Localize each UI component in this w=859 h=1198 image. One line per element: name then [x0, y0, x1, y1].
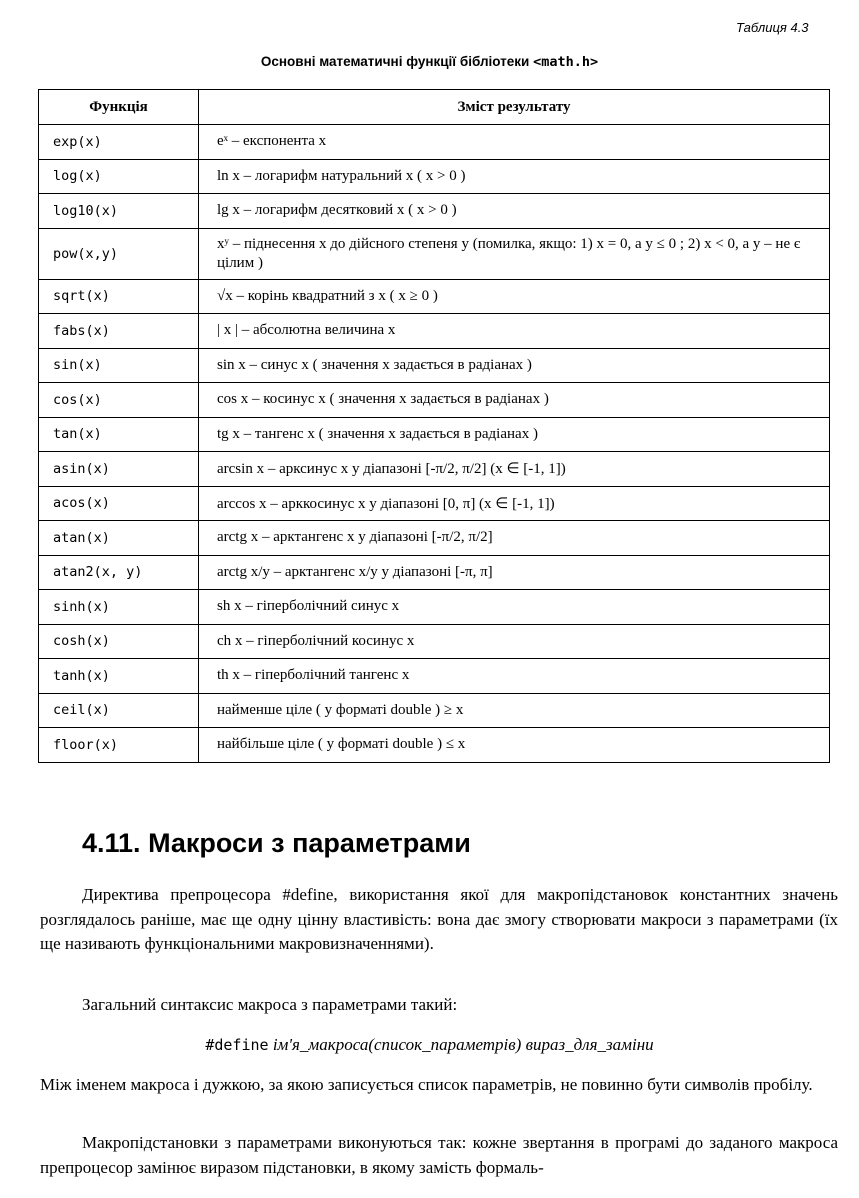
function-name: fabs(x): [39, 314, 199, 349]
table-row: [39, 194, 830, 229]
table-row: [39, 590, 830, 625]
table-header-row: [39, 90, 830, 125]
paragraph-no-space-rule: Між іменем макроса і дужкою, за якою записується список параметрів, не повинно бути символів пробілу.: [40, 1075, 813, 1094]
table-row: [39, 693, 830, 728]
column-header-result: Зміст результату: [199, 90, 830, 125]
table-row: [39, 624, 830, 659]
table-row: [39, 348, 830, 383]
table-row: [39, 728, 830, 763]
column-header-function: Функція: [39, 90, 199, 125]
function-description: ln x – логарифм натуральний x ( x > 0 ): [199, 159, 830, 194]
math-functions-table: [38, 89, 830, 763]
function-description: tg x – тангенс x ( значення x задається в радіанах ): [199, 417, 830, 452]
table-row: [39, 159, 830, 194]
function-description: √x – корінь квадратний з x ( x ≥ 0 ): [199, 279, 830, 314]
function-name: log(x): [39, 159, 199, 194]
function-name: cosh(x): [39, 624, 199, 659]
table-row: [39, 452, 830, 487]
function-description: arcsin x – арксинус x у діапазоні [-π/2, π/2] (x ∈ [-1, 1]): [199, 452, 830, 487]
function-name: log10(x): [39, 194, 199, 229]
function-name: sinh(x): [39, 590, 199, 625]
table-row: [39, 279, 830, 314]
function-name: ceil(x): [39, 693, 199, 728]
function-name: atan2(x, y): [39, 555, 199, 590]
define-keyword: #define: [205, 1036, 269, 1054]
table-row: [39, 383, 830, 418]
function-description: ch x – гіперболічний косинус x: [199, 624, 830, 659]
function-description: arctg x/y – арктангенс x/y у діапазоні [-π, π]: [199, 555, 830, 590]
function-name: tanh(x): [39, 659, 199, 694]
function-name: exp(x): [39, 125, 199, 160]
function-name: acos(x): [39, 486, 199, 521]
table-row: [39, 555, 830, 590]
function-description: cos x – косинус x ( значення x задається в радіанах ): [199, 383, 830, 418]
paragraph-substitution: Макропідстановки з параметрами виконуються так: кожне звертання в програмі до заданого макроса препроцесор замінює виразом підстановки, в якому замість формаль-: [40, 1133, 838, 1177]
paragraph-define-intro: Директива препроцесора #define, використання якої для макропідстановок константних значень розглядалось раніше, має ще одну цінну властивість: вона дає змогу створювати макроси з параметрами (їх ще називають функціональними макровизначеннями).: [40, 885, 838, 953]
function-description: sh x – гіперболічний синус x: [199, 590, 830, 625]
function-description: xʸ – піднесення x до дійсного степеня y (помилка, якщо: 1) x = 0, a y ≤ 0 ; 2) x < 0, a y – не є цілим ): [199, 228, 830, 279]
function-description: найбільше ціле ( у форматі double ) ≤ x: [199, 728, 830, 763]
table-title-text: Основні математичні функції бібліотеки: [260, 54, 534, 69]
function-name: cos(x): [39, 383, 199, 418]
function-description: lg x – логарифм десятковий x ( x > 0 ): [199, 194, 830, 229]
table-row: [39, 417, 830, 452]
function-name: sqrt(x): [39, 279, 199, 314]
function-description: th x – гіперболічний тангенс x: [199, 659, 830, 694]
paragraph-syntax-intro: Загальний синтаксис макроса з параметрами такий:: [82, 995, 458, 1014]
function-description: | x | – абсолютна величина x: [199, 314, 830, 349]
table-row: [39, 314, 830, 349]
table-title-code: <math.h>: [533, 54, 599, 70]
table-row: [39, 521, 830, 556]
table-title: [0, 54, 859, 70]
function-name: pow(x,y): [39, 228, 199, 279]
function-name: atan(x): [39, 521, 199, 556]
table-row: [39, 486, 830, 521]
function-description: arccos x – арккосинус x у діапазоні [0, π] (x ∈ [-1, 1]): [199, 486, 830, 521]
function-description: eˣ – експонента x: [199, 125, 830, 160]
function-name: sin(x): [39, 348, 199, 383]
function-description: найменше ціле ( у форматі double ) ≥ x: [199, 693, 830, 728]
function-name: tan(x): [39, 417, 199, 452]
function-name: floor(x): [39, 728, 199, 763]
function-description: arctg x – арктангенс x у діапазоні [-π/2, π/2]: [199, 521, 830, 556]
macro-syntax-template: ім'я_макроса(список_параметрів) вираз_для_заміни: [268, 1035, 654, 1054]
table-row: [39, 125, 830, 160]
section-heading: 4.11. Макроси з параметрами: [82, 828, 471, 858]
table-caption: Таблиця 4.3: [736, 20, 809, 35]
table-row: [39, 659, 830, 694]
function-description: sin x – синус x ( значення x задається в радіанах ): [199, 348, 830, 383]
table-row: [39, 228, 830, 279]
macro-syntax-line: [0, 1033, 859, 1058]
function-name: asin(x): [39, 452, 199, 487]
